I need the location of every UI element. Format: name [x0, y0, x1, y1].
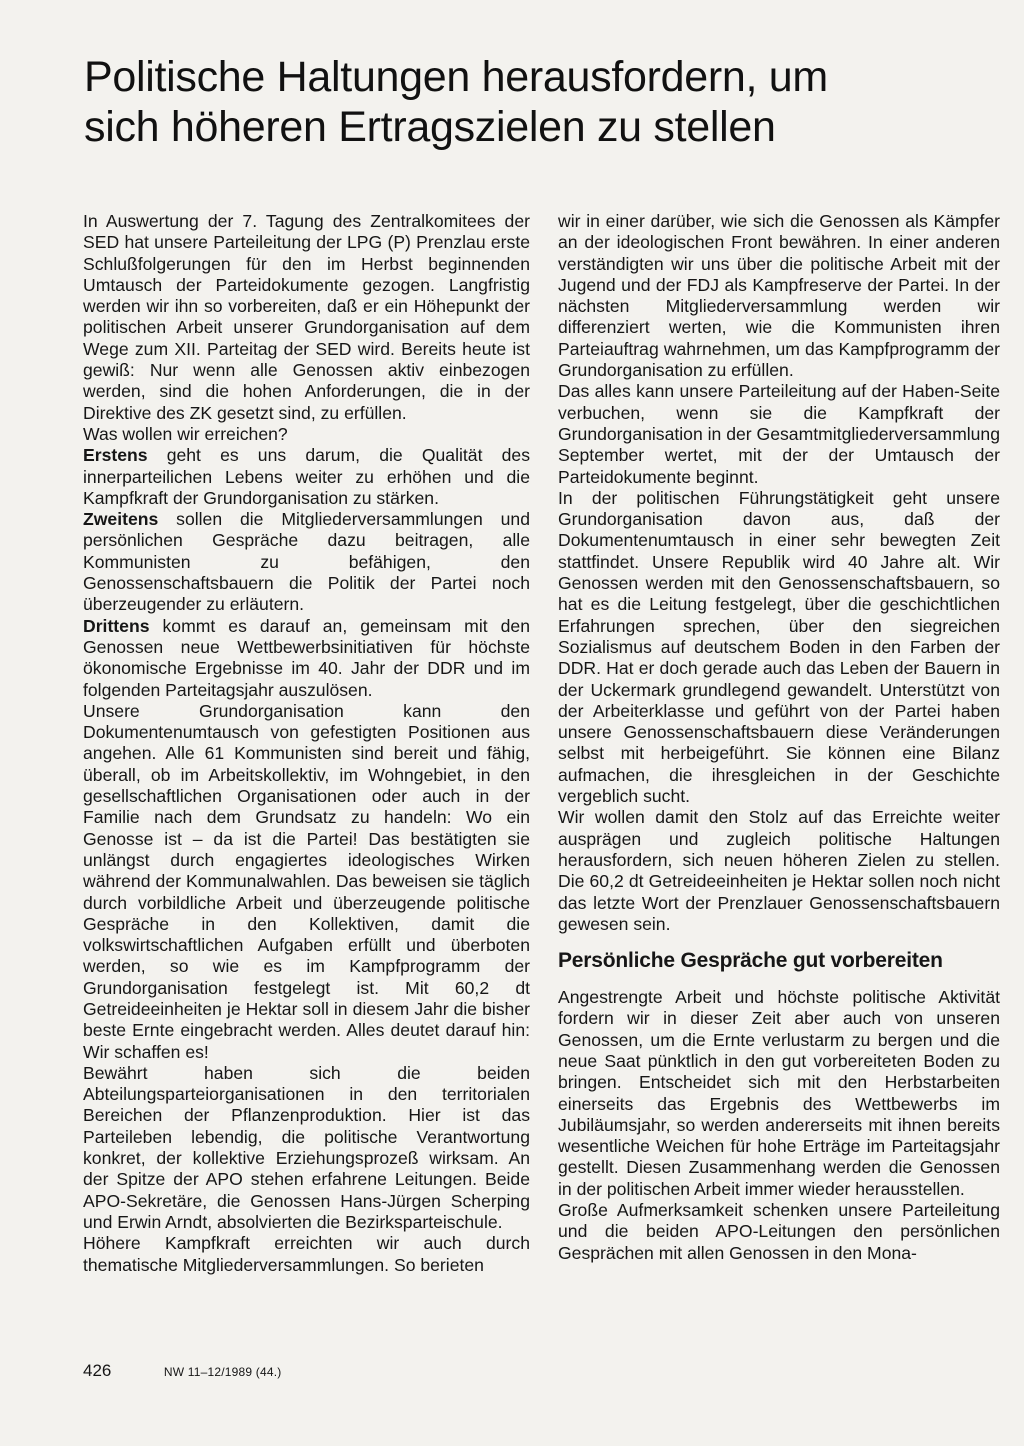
paragraph: Höhere Kampfkraft erreichten wir auch durch thematische Mitgliederversammlungen. So berieten: [83, 1233, 530, 1275]
paragraph: Angestrengte Arbeit und höchste politische Aktivität fordern wir in dieser Zeit aber auch von unseren Genossen, um die Ernte verlustarm zu bergen und die neue Saat pünktlich in den gut vorbereiteten Boden zu bringen. Entscheidet sich mit den Herbstarbeiten einerseits das Ergebnis des Wettbewerbs im Jubiläumsjahr, so werden andererseits mit ihnen bereits wesentliche Weichen für hohe Erträge im Parteitagsjahr gestellt. Diesen Zusammenhang werden die Genossen in der politischen Arbeit immer wieder herausstellen.: [558, 987, 1000, 1199]
paragraph-question: Was wollen wir erreichen?: [83, 423, 288, 444]
source-reference: NW 11–12/1989 (44.): [163, 1365, 282, 1379]
paragraph: wir in einer darüber, wie sich die Genossen als Kämpfer an der ideologischen Front bewähren. In einer anderen verständigten wir uns über die politische Arbeit mit der Jugend und der FDJ als Kampfreserve der Partei. In der nächsten Mitgliederversammlung werden wir differenziert werten, wie die Kommunisten ihren Parteiauftrag wahrnehmen, um das Kampfprogramm der Grundorganisation zu erfüllen.: [558, 211, 1000, 381]
paragraph: Bewährt haben sich die beiden Abteilungsparteiorganisationen in den territorialen Bereichen der Pflanzenproduktion. Hier ist das Parteileben lebendig, die politische Verantwortung konkret, der kollektive Erziehungsprozeß wirksam. An der Spitze der APO stehen erfahrene Leitungen. Beide APO-Sekretäre, die Genossen Hans-Jürgen Scherping und Erwin Arndt, absolvierten die Bezirksparteischule.: [83, 1062, 530, 1232]
right-column: [558, 211, 1000, 1264]
paragraph-text: geht es uns darum, die Qualität des innerparteilichen Lebens weiter zu erhöhen und die Kampfkraft der Grundorganisation zu stärken.: [83, 445, 530, 508]
title-line-2: sich höheren Ertragszielen zu stellen: [84, 103, 776, 151]
article-title: [84, 52, 944, 152]
paragraph-text: kommt es darauf an, gemeinsam mit den Genossen neue Wettbewerbsinitiativen für höchste ökonomische Ergebnisse im 40. Jahr der DDR und im folgenden Parteitagsjahr auszulösen.: [83, 615, 530, 700]
left-column: [83, 211, 530, 1276]
page-number: 426: [83, 1361, 112, 1380]
lead-word: Erstens: [83, 445, 148, 466]
paragraph-first-point: [83, 445, 530, 509]
paragraph: In der politischen Führungstätigkeit geht unsere Grundorganisation davon aus, daß der Dokumentenumtausch in einer sehr bewegten Zeit stattfindet. Unsere Republik wird 40 Jahre alt. Wir Genossen werden mit den Genossenschaftsbauern, so hat es die Leitung festgelegt, über die geschichtlichen Erfahrungen sprechen, über den siegreichen Sozialismus auf deutschem Boden in den Farben der DDR. Hat er doch gerade auch das Leben der Bauern in der Uckermark grundlegend gewandelt. Unterstützt von der Arbeiterklasse und geführt von der Partei haben unsere Genossenschaftsbauern diese Veränderungen selbst mit herbeigeführt. Sie können eine Bilanz aufmachen, die ihresgleichen in der Geschichte vergeblich sucht.: [558, 487, 1000, 807]
paragraph: In Auswertung der 7. Tagung des Zentralkomitees der SED hat unsere Parteileitung der LPG (P) Prenzlau erste Schlußfolgerungen für den im Herbst beginnenden Umtausch der Parteidokumente gezogen. Langfristig werden wir ihn so vorbereiten, daß er ein Höhepunkt der politischen Arbeit unserer Grundorganisation auf dem Wege zum XII. Parteitag der SED wird. Bereits heute ist gewiß: Nur wenn alle Genossen aktiv einbezogen werden, sind die hohen Anforderungen, die in der Direktive des ZK gesetzt sind, zu erfüllen.: [83, 211, 530, 423]
paragraph: Das alles kann unsere Parteileitung auf der Haben-Seite verbuchen, wenn sie die Kampfkraft der Grundorganisation in der Gesamtmitgliederversammlung September wertet, mit der der Umtausch der Parteidokumente beginnt.: [558, 381, 1000, 487]
lead-word: Zweitens: [83, 509, 159, 530]
paragraph-second-point: [83, 509, 530, 615]
lead-word: Drittens: [83, 615, 150, 636]
paragraph-third-point: [83, 616, 530, 701]
paragraph: Wir wollen damit den Stolz auf das Erreichte weiter ausprägen und zugleich politische Haltungen herausfordern, sich neuen höheren Zielen zu stellen. Die 60,2 dt Getreideeinheiten je Hektar sollen noch nicht das letzte Wort der Prenzlauer Genossenschaftsbauern gewesen sein.: [558, 807, 1000, 934]
title-line-1: Politische Haltungen herausfordern, um: [84, 53, 828, 101]
paragraph: Große Aufmerksamkeit schenken unsere Parteileitung und die beiden APO-Leitungen den persönlichen Gesprächen mit allen Genossen in den Mona-: [558, 1200, 1000, 1263]
page-footer: [83, 1361, 281, 1381]
paragraph-text: sollen die Mitgliederversammlungen und persönlichen Gespräche dazu beitragen, alle Kommunisten zu befähigen, den Genossenschaftsbauern die Politik der Partei noch überzeugender zu erläutern.: [83, 509, 530, 615]
paragraph: Unsere Grundorganisation kann den Dokumentenumtausch von gefestigten Positionen aus angehen. Alle 61 Kommunisten sind bereit und fähig, überall, ob im Arbeitskollektiv, im Wohngebiet, in den gesellschaftlichen Organisationen oder auch in der Familie nach dem Grundsatz zu handeln: Wo ein Genosse ist – da ist die Partei! Das bestätigten sie unlängst durch engagiertes ideologisches Wirken während der Kommunalwahlen. Das beweisen sie täglich durch vorbildliche Arbeit und überzeugende politische Gespräche in den Kollektiven, damit die volkswirtschaftlichen Aufgaben erfüllt und überboten werden, so wie es im Kampfprogramm der Grundorganisation festgelegt ist. Mit 60,2 dt Getreideeinheiten je Hektar soll in diesem Jahr die bisher beste Ernte eingebracht werden. Alles deutet darauf hin: Wir schaffen es!: [83, 700, 530, 1062]
section-subheading: Persönliche Gespräche gut vorbereiten: [558, 949, 943, 973]
